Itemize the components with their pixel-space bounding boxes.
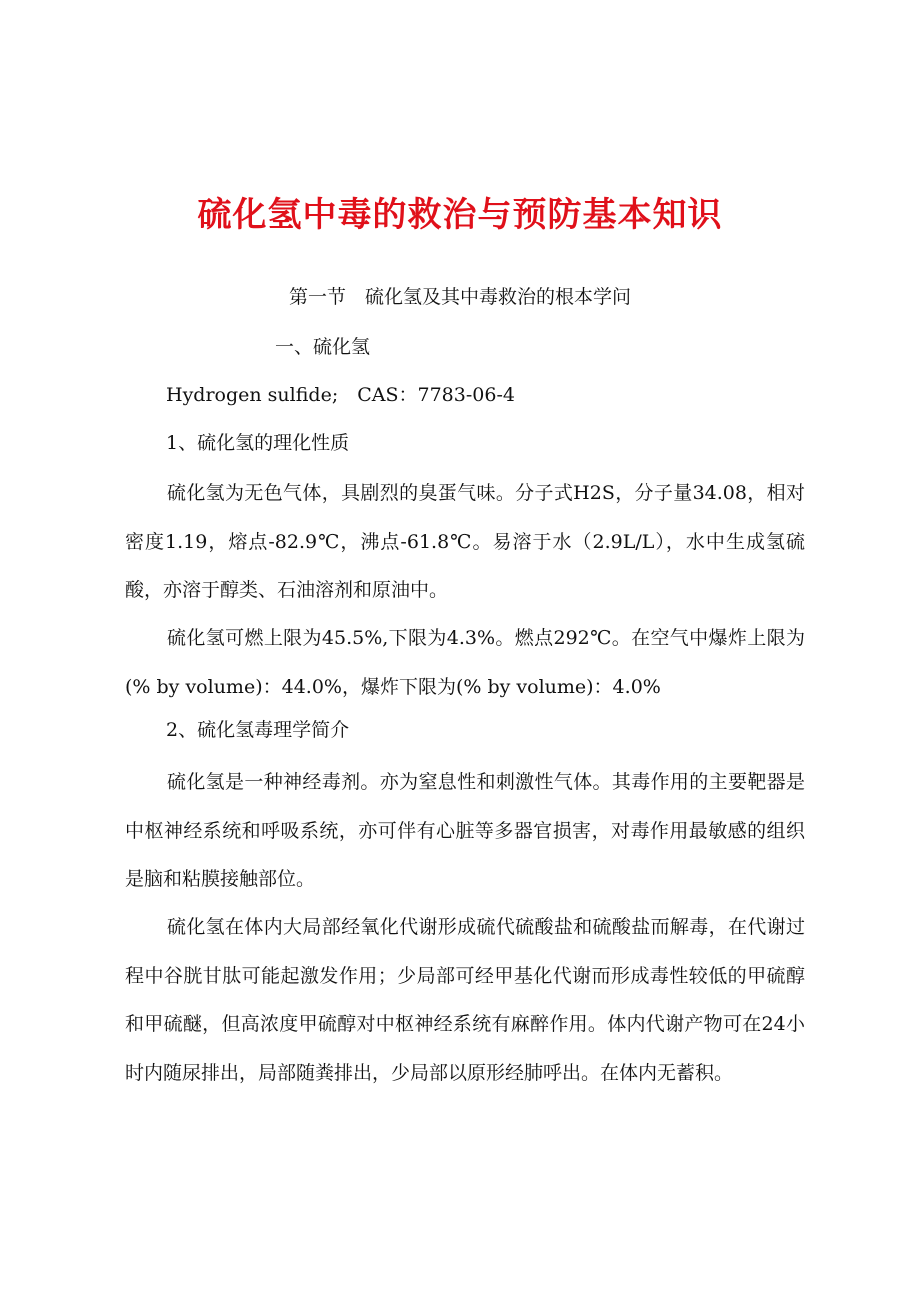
heading-toxicology: 2、硫化氢毒理学简介 (166, 719, 350, 741)
chemical-identifier: Hydrogen sulfide; CAS：7783-06-4 (166, 384, 515, 406)
subsection-heading: 一、硫化氢 (275, 336, 371, 358)
paragraph-properties: 硫化氢为无色气体，具剧烈的臭蛋气味。分子式H2S，分子量34.08，相对密度1.19，熔点-82.9℃，沸点-61.8℃。易溶于水（2.9L/L），水中生成氢硫酸，亦溶于醇类、石油溶剂和原油中。 (125, 482, 805, 601)
paragraph-metabolism: 硫化氢在体内大局部经氧化代谢形成硫代硫酸盐和硫酸盐而解毒，在代谢过程中谷胱甘肽可能起激发作用；少局部可经甲基化代谢而形成毒性较低的甲硫醇和甲硫醚，但高浓度甲硫醇对中枢神经系统有麻醉作用。体内代谢产物可在24小时内随尿排出，局部随粪排出，少局部以原形经肺呼出。在体内无蓄积。 (125, 916, 805, 1084)
document-title: 硫化氢中毒的救治与预防基本知识 (197, 195, 723, 235)
paragraph-flammability: 硫化氢可燃上限为45.5%,下限为4.3%。燃点292℃。在空气中爆炸上限为(% by volume)：44.0%，爆炸下限为(% by volume)：4.0% (125, 627, 805, 698)
paragraph-toxicology: 硫化氢是一种神经毒剂。亦为窒息性和刺激性气体。其毒作用的主要靶器是中枢神经系统和呼吸系统，亦可伴有心脏等多器官损害，对毒作用最敏感的组织是脑和粘膜接触部位。 (125, 771, 805, 890)
heading-properties: 1、硫化氢的理化性质 (166, 432, 350, 454)
section-title: 第一节 硫化氢及其中毒救治的根本学问 (288, 286, 631, 308)
